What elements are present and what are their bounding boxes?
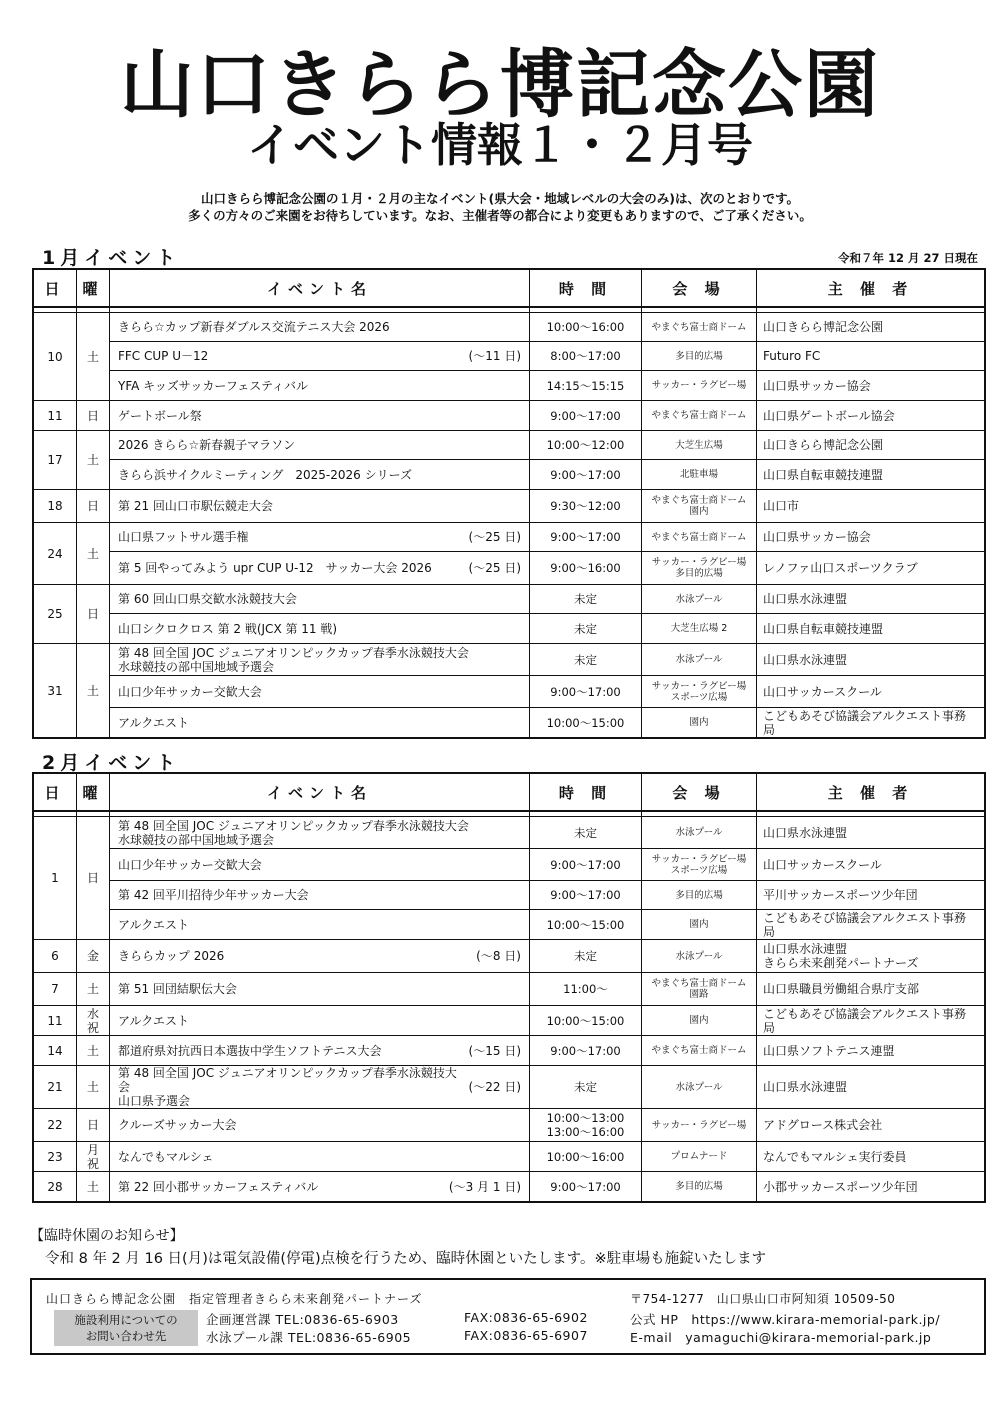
event-time: 9:00～16:00: [530, 552, 642, 584]
day-group: [34, 940, 984, 973]
event-day: 18: [34, 490, 77, 522]
notice-heading: 【臨時休園のお知らせ】: [30, 1228, 184, 1244]
event-day: 23: [34, 1142, 77, 1171]
event-time: 未定: [530, 940, 642, 972]
header-venue: 会 場: [642, 270, 757, 306]
event-venue: やまぐち富士商ドーム: [642, 401, 757, 430]
event-name-cell: [110, 1109, 530, 1141]
event-rows: [110, 401, 984, 430]
event-day: 1: [34, 817, 77, 939]
event-venue: 大芝生広場 2: [642, 614, 757, 643]
event-name: なんでもマルシェ: [118, 1149, 214, 1164]
event-organizer: 山口県職員労働組合県庁支部: [763, 982, 920, 996]
header-organizer: 主 催 者: [827, 279, 914, 298]
event-day: 11: [34, 1006, 77, 1035]
notice-body: 令和 8 年 2 月 16 日(月)は電気設備(停電)点検を行うため、臨時休園といたします。※駐車場も施錠いたします: [45, 1251, 767, 1267]
event-name: アルクエスト: [118, 917, 190, 932]
january-events-table: [32, 268, 986, 739]
event-name-cell: [110, 910, 530, 939]
day-group: [34, 1142, 984, 1172]
event-name: クルーズサッカー大会: [118, 1118, 237, 1132]
page-subtitle: イベント情報１・２月号: [247, 118, 753, 172]
event-date-range: (～11 日): [468, 349, 521, 363]
header-name: イベント名: [110, 774, 530, 810]
table-row: [110, 552, 984, 584]
event-time: 未定: [530, 1066, 642, 1108]
event-organizer: 山口県サッカー協会: [763, 378, 871, 393]
as-of-date: 令和７年 12 月 27 日現在: [837, 251, 978, 265]
event-name: 第 48 回全国 JOC ジュニアオリンピックカップ春季水泳競技大会 水球競技の部中国地域予選会: [118, 818, 469, 847]
event-organizer: こどもあそび協議会アルクエスト事務局: [763, 1006, 967, 1035]
event-time: 10:00～12:00: [530, 431, 642, 459]
event-name-cell: [110, 313, 530, 341]
day-group: [34, 973, 984, 1006]
footer-email[interactable]: E-mail yamaguchi@kirara-memorial-park.jp: [630, 1330, 932, 1345]
header-dow: 曜: [77, 774, 110, 810]
day-group: [34, 1109, 984, 1142]
event-name-cell: [110, 708, 530, 737]
event-rows: [110, 490, 984, 522]
header-organizer: 主 催 者: [827, 783, 914, 802]
event-name-cell: [110, 881, 530, 909]
event-organizer: レノファ山口スポーツクラブ: [763, 561, 918, 575]
table-row: [110, 881, 984, 910]
event-time: 未定: [530, 817, 642, 848]
event-time: 10:00～13:00 13:00～16:00: [530, 1109, 642, 1141]
table-row: [110, 910, 984, 939]
event-organizer: 山口きらら博記念公園: [763, 438, 884, 452]
table-row: [110, 708, 984, 737]
table-row: [110, 1066, 984, 1108]
table-row: [110, 460, 984, 489]
event-rows: [110, 940, 984, 972]
event-name-cell: [110, 973, 530, 1005]
day-group: [34, 401, 984, 431]
event-venue: やまぐち富士商ドーム: [642, 1036, 757, 1065]
table-header: [34, 774, 984, 812]
event-time: 11:00～: [530, 973, 642, 1005]
footer-dept1-tel: 企画運営課 TEL:0836-65-6903: [206, 1312, 399, 1327]
intro-line-1: 山口きらら博記念公園の１月・２月の主なイベント(県大会・地域レベルの大会のみ)は、次のとおりです。: [201, 191, 799, 206]
table-row: [110, 490, 984, 522]
day-group: [34, 1172, 984, 1201]
event-venue: やまぐち富士商ドーム: [642, 313, 757, 341]
event-organizer: なんでもマルシェ実行委員: [763, 1149, 907, 1164]
event-time: 10:00～16:00: [530, 313, 642, 341]
event-organizer: アドグロース株式会社: [763, 1118, 883, 1132]
event-time: 8:00～17:00: [530, 342, 642, 370]
event-name: 第 51 回団結駅伝大会: [118, 982, 237, 996]
event-time: 14:15～15:15: [530, 371, 642, 400]
event-time: 9:00～17:00: [530, 1172, 642, 1201]
event-name: 山口シクロクロス 第 2 戦(JCX 第 11 戦): [118, 621, 338, 636]
event-name: FFC CUP U－12: [118, 349, 209, 363]
event-name-cell: [110, 585, 530, 613]
event-date-range: (～25 日): [468, 530, 521, 544]
event-name-cell: [110, 460, 530, 489]
event-name: きらら☆カップ新春ダブルス交流テニス大会 2026: [118, 320, 390, 334]
event-venue: サッカー・ラグビー場: [642, 1109, 757, 1141]
event-venue: 多目的広場: [642, 881, 757, 909]
event-time: 10:00～16:00: [530, 1142, 642, 1171]
day-group: [34, 1036, 984, 1066]
day-group: [34, 523, 984, 585]
event-rows: [110, 1109, 984, 1141]
event-organizer: 山口県水泳連盟 きらら未来創発パートナーズ: [763, 942, 919, 970]
event-name-cell: [110, 817, 530, 848]
event-time: 9:00～17:00: [530, 460, 642, 489]
table-row: [110, 849, 984, 881]
table-row: [110, 940, 984, 972]
event-organizer: 山口県水泳連盟: [763, 652, 848, 667]
february-events-table: [32, 772, 986, 1203]
event-organizer: 山口県水泳連盟: [763, 1080, 848, 1094]
table-row: [110, 614, 984, 643]
event-weekday: 土: [77, 644, 110, 737]
event-name-cell: [110, 1172, 530, 1201]
event-date-range: (～15 日): [468, 1043, 521, 1058]
event-name-cell: [110, 1066, 530, 1108]
february-section-title: 2月イベント: [42, 752, 181, 774]
day-group: [34, 817, 984, 940]
event-name: 第 48 回全国 JOC ジュニアオリンピックカップ春季水泳競技大会 水球競技の部中国地域予選会: [118, 645, 469, 674]
table-row: [110, 585, 984, 614]
event-weekday: 日: [77, 401, 110, 430]
header-name: イベント名: [110, 270, 530, 306]
table-row: [110, 313, 984, 342]
header-venue: 会 場: [642, 774, 757, 810]
footer-dept1-fax: FAX:0836-65-6902: [464, 1310, 588, 1325]
page-title: 山口きらら博記念公園: [120, 42, 880, 128]
event-time: 9:00～17:00: [530, 523, 642, 551]
table-row: [110, 401, 984, 430]
event-day: 28: [34, 1172, 77, 1201]
day-group: [34, 1066, 984, 1109]
event-name: YFA キッズサッカーフェスティバル: [118, 378, 309, 393]
event-weekday: 土: [77, 431, 110, 489]
event-organizer: 山口きらら博記念公園: [763, 320, 884, 334]
event-rows: [110, 1172, 984, 1201]
table-row: [110, 523, 984, 552]
day-group: [34, 644, 984, 737]
event-rows: [110, 644, 984, 737]
event-rows: [110, 1036, 984, 1065]
table-body: [34, 817, 984, 1201]
header-day: 日: [34, 774, 77, 810]
event-rows: [110, 523, 984, 584]
intro-text: [0, 190, 1000, 224]
event-name-cell: [110, 1142, 530, 1171]
event-name-cell: [110, 523, 530, 551]
event-weekday: 日: [77, 817, 110, 939]
event-day: 31: [34, 644, 77, 737]
event-venue: 大芝生広場: [642, 431, 757, 459]
event-name: きららカップ 2026: [118, 949, 225, 963]
event-organizer: 山口県自転車競技連盟: [763, 621, 884, 636]
event-name: アルクエスト: [118, 715, 190, 730]
event-venue: やまぐち富士商ドーム 園内: [642, 490, 757, 522]
event-venue: サッカー・ラグビー場 スポーツ広場: [642, 849, 757, 880]
event-time: 10:00～15:00: [530, 708, 642, 737]
event-weekday: 日: [77, 490, 110, 522]
event-name-cell: [110, 849, 530, 880]
event-day: 7: [34, 973, 77, 1005]
event-day: 24: [34, 523, 77, 584]
event-name: きらら浜サイクルミーティング 2025-2026 シリーズ: [118, 467, 412, 482]
event-organizer: 山口市: [763, 499, 800, 513]
event-day: 14: [34, 1036, 77, 1065]
event-weekday: 金: [77, 940, 110, 972]
event-rows: [110, 1006, 984, 1035]
day-group: [34, 585, 984, 644]
event-day: 25: [34, 585, 77, 643]
event-name-cell: [110, 342, 530, 370]
event-name-cell: [110, 371, 530, 400]
event-venue: 園内: [642, 910, 757, 939]
footer-dept2-fax: FAX:0836-65-6907: [464, 1328, 588, 1343]
header-time: 時 間: [530, 270, 642, 306]
event-rows: [110, 585, 984, 643]
event-name-cell: [110, 490, 530, 522]
event-organizer: 山口県水泳連盟: [763, 825, 848, 840]
event-name: 山口少年サッカー交歓大会: [118, 684, 262, 699]
event-rows: [110, 1066, 984, 1108]
event-name-cell: [110, 644, 530, 675]
table-row: [110, 1142, 984, 1171]
event-organizer: 平川サッカースポーツ少年団: [763, 888, 918, 902]
event-venue: 水泳プール: [642, 644, 757, 675]
event-date-range: (～22 日): [468, 1080, 521, 1094]
event-weekday: 日: [77, 1109, 110, 1141]
event-weekday: 土: [77, 1036, 110, 1065]
event-rows: [110, 817, 984, 939]
day-group: [34, 431, 984, 490]
event-venue: 水泳プール: [642, 817, 757, 848]
event-venue: 多目的広場: [642, 342, 757, 370]
event-weekday: 土: [77, 1066, 110, 1108]
table-row: [110, 1006, 984, 1035]
event-name: 都道府県対抗西日本選抜中学生ソフトテニス大会: [118, 1043, 382, 1058]
event-name: 山口県フットサル選手権: [118, 530, 249, 544]
event-time: 10:00～15:00: [530, 910, 642, 939]
event-day: 6: [34, 940, 77, 972]
day-group: [34, 490, 984, 523]
table-row: [110, 1109, 984, 1141]
table-row: [110, 1172, 984, 1201]
event-venue: プロムナード: [642, 1142, 757, 1171]
event-date-range: (～25 日): [468, 561, 521, 575]
event-organizer: 山口県水泳連盟: [763, 592, 848, 606]
event-venue: 水泳プール: [642, 940, 757, 972]
event-weekday: 土: [77, 523, 110, 584]
inquiry-label: 施設利用についての お問い合わせ先: [54, 1310, 198, 1346]
event-time: 未定: [530, 614, 642, 643]
event-rows: [110, 431, 984, 489]
event-organizer: 山口県ゲートボール協会: [763, 408, 895, 423]
event-organizer: 山口県自転車競技連盟: [763, 467, 884, 482]
event-organizer: 山口県サッカー協会: [763, 530, 871, 544]
table-row: [110, 676, 984, 708]
event-organizer: 山口サッカースクール: [763, 857, 882, 872]
event-time: 未定: [530, 644, 642, 675]
event-day: 21: [34, 1066, 77, 1108]
table-row: [110, 1036, 984, 1065]
table-body: [34, 313, 984, 737]
table-header: [34, 270, 984, 308]
event-weekday: 土: [77, 313, 110, 400]
event-day: 11: [34, 401, 77, 430]
event-date-range: (～8 日): [476, 949, 521, 963]
event-name: 山口少年サッカー交歓大会: [118, 857, 262, 872]
event-venue: 水泳プール: [642, 585, 757, 613]
event-rows: [110, 973, 984, 1005]
event-time: 9:00～17:00: [530, 401, 642, 430]
event-organizer: 山口サッカースクール: [763, 684, 882, 699]
header-day: 日: [34, 270, 77, 306]
footer-dept2-tel: 水泳プール課 TEL:0836-65-6905: [206, 1330, 412, 1345]
event-name: アルクエスト: [118, 1013, 190, 1028]
event-name: 2026 きらら☆新春親子マラソン: [118, 438, 296, 452]
january-section-title: 1月イベント: [42, 247, 181, 269]
footer-website[interactable]: 公式 HP https://www.kirara-memorial-park.jp/: [630, 1312, 941, 1327]
event-weekday: 土: [77, 1172, 110, 1201]
event-day: 17: [34, 431, 77, 489]
event-rows: [110, 1142, 984, 1171]
event-organizer: こどもあそび協議会アルクエスト事務局: [763, 910, 967, 939]
event-time: 9:00～17:00: [530, 881, 642, 909]
event-name-cell: [110, 1006, 530, 1035]
header-dow: 曜: [77, 270, 110, 306]
event-venue: やまぐち富士商ドーム 園路: [642, 973, 757, 1005]
event-name: 第 21 回山口市駅伝競走大会: [118, 499, 273, 513]
event-name-cell: [110, 431, 530, 459]
table-row: [110, 817, 984, 849]
event-name: 第 5 回やってみよう upr CUP U-12 サッカー大会 2026: [118, 561, 432, 575]
event-weekday: 月 祝: [77, 1142, 110, 1171]
event-venue: サッカー・ラグビー場: [642, 371, 757, 400]
event-venue: 水泳プール: [642, 1066, 757, 1108]
event-name: 第 48 回全国 JOC ジュニアオリンピックカップ春季水泳競技大会 山口県予選会: [118, 1066, 457, 1108]
event-name-cell: [110, 614, 530, 643]
event-venue: 北駐車場: [642, 460, 757, 489]
event-venue: サッカー・ラグビー場 多目的広場: [642, 552, 757, 584]
event-organizer: こどもあそび協議会アルクエスト事務局: [763, 708, 967, 737]
event-date-range: (～3 月 1 日): [448, 1179, 521, 1194]
event-weekday: 日: [77, 585, 110, 643]
table-row: [110, 973, 984, 1005]
event-time: 9:00～17:00: [530, 676, 642, 707]
day-group: [34, 1006, 984, 1036]
table-row: [110, 342, 984, 371]
event-weekday: 水 祝: [77, 1006, 110, 1035]
table-row: [110, 431, 984, 460]
event-venue: 園内: [642, 708, 757, 737]
event-name-cell: [110, 401, 530, 430]
event-organizer: Futuro FC: [763, 349, 821, 363]
event-name-cell: [110, 552, 530, 584]
event-rows: [110, 313, 984, 400]
footer-manager: 山口きらら博記念公園 指定管理者きらら未来創発パートナーズ: [46, 1292, 423, 1306]
table-row: [110, 371, 984, 400]
event-organizer: 小郡サッカースポーツ少年団: [763, 1179, 918, 1194]
event-name-cell: [110, 1036, 530, 1065]
day-group: [34, 313, 984, 401]
event-time: 10:00～15:00: [530, 1006, 642, 1035]
table-row: [110, 644, 984, 676]
event-venue: サッカー・ラグビー場 スポーツ広場: [642, 676, 757, 707]
header-time: 時 間: [530, 774, 642, 810]
event-venue: やまぐち富士商ドーム: [642, 523, 757, 551]
event-name: 第 42 回平川招待少年サッカー大会: [118, 888, 309, 902]
event-name: 第 60 回山口県交歓水泳競技大会: [118, 592, 297, 606]
event-name: ゲートボール祭: [118, 408, 202, 423]
event-day: 10: [34, 313, 77, 400]
event-name-cell: [110, 940, 530, 972]
event-venue: 園内: [642, 1006, 757, 1035]
event-organizer: 山口県ソフトテニス連盟: [763, 1043, 895, 1058]
intro-line-2: 多くの方々のご来園をお待ちしています。なお、主催者等の都合により変更もありますので、ご了承ください。: [188, 208, 812, 223]
event-time: 9:00～17:00: [530, 849, 642, 880]
event-venue: 多目的広場: [642, 1172, 757, 1201]
event-time: 9:00～17:00: [530, 1036, 642, 1065]
event-time: 9:30～12:00: [530, 490, 642, 522]
event-weekday: 土: [77, 973, 110, 1005]
event-day: 22: [34, 1109, 77, 1141]
event-name: 第 22 回小郡サッカーフェスティバル: [118, 1179, 319, 1194]
contact-footer: [30, 1278, 986, 1355]
event-name-cell: [110, 676, 530, 707]
event-time: 未定: [530, 585, 642, 613]
footer-address: 〒754-1277 山口県山口市阿知須 10509-50: [630, 1292, 896, 1306]
